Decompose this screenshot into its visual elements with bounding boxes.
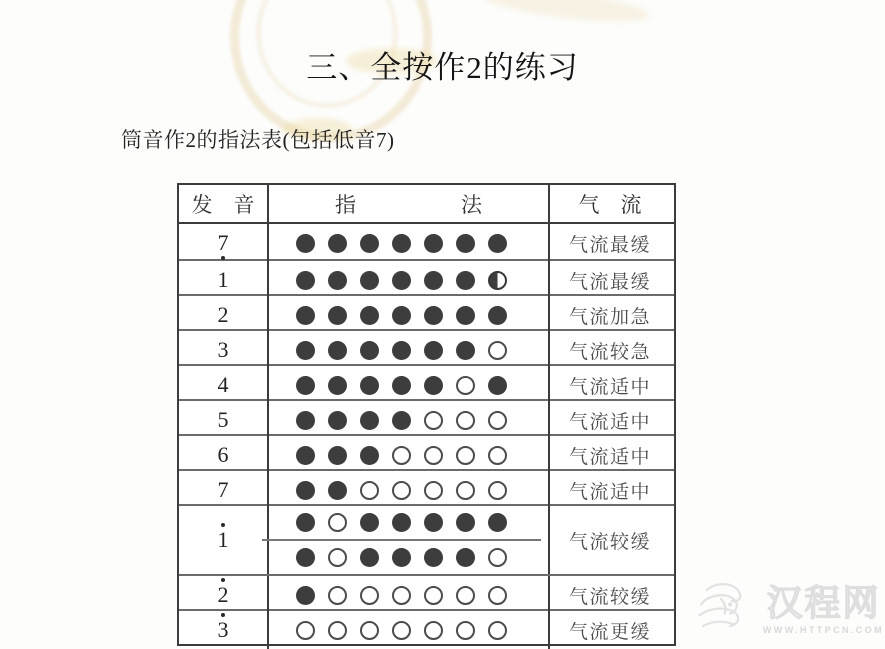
note-number: 1 bbox=[217, 267, 229, 292]
hole-open-icon bbox=[456, 446, 475, 465]
table-row bbox=[179, 364, 674, 399]
fingering-cell bbox=[269, 576, 550, 614]
hole-closed-icon bbox=[296, 411, 315, 430]
hole-closed-icon bbox=[424, 271, 443, 290]
table-row bbox=[179, 574, 674, 609]
airflow-cell: 气流更缓 bbox=[568, 621, 651, 643]
hole-closed-icon bbox=[488, 513, 507, 532]
stain-streak bbox=[479, 0, 651, 28]
watermark-text bbox=[763, 583, 884, 636]
hole-open-icon bbox=[488, 341, 507, 360]
table-row bbox=[179, 259, 674, 294]
note-cell bbox=[179, 261, 269, 299]
hole-closed-icon bbox=[424, 341, 443, 360]
hole-closed-icon bbox=[392, 271, 411, 290]
note-number: 3 bbox=[217, 617, 229, 642]
hole-closed-icon bbox=[360, 513, 379, 532]
hole-open-icon bbox=[456, 481, 475, 500]
airflow-cell: 气流加急 bbox=[568, 306, 651, 328]
hole-open-icon bbox=[488, 586, 507, 605]
note-cell bbox=[179, 224, 269, 262]
table-row bbox=[179, 469, 674, 504]
fingering-cell bbox=[269, 471, 550, 509]
airflow-cell: 气流较缓 bbox=[568, 531, 651, 553]
col-header-fingering: 指 法 bbox=[269, 185, 550, 222]
table-row bbox=[179, 294, 674, 329]
hole-closed-icon bbox=[456, 548, 475, 567]
hole-closed-icon bbox=[360, 341, 379, 360]
hole-open-icon bbox=[392, 621, 411, 640]
hole-open-icon bbox=[392, 586, 411, 605]
hole-closed-icon bbox=[392, 341, 411, 360]
fingering-dot-line bbox=[262, 331, 541, 369]
hole-closed-icon bbox=[456, 513, 475, 532]
hole-open-icon bbox=[456, 586, 475, 605]
note-number: 1 bbox=[217, 527, 229, 552]
note-cell bbox=[179, 611, 269, 649]
note-number: 2 bbox=[217, 302, 229, 327]
fingering-dot-line bbox=[262, 224, 541, 262]
hole-closed-icon bbox=[424, 548, 443, 567]
fingering-cell bbox=[269, 611, 550, 649]
note-number: 6 bbox=[217, 442, 229, 467]
hole-closed-icon bbox=[456, 341, 475, 360]
hole-closed-icon bbox=[296, 271, 315, 290]
fingering-dot-line bbox=[262, 471, 541, 509]
page-title: 三、全按作2的练习 bbox=[306, 50, 579, 85]
fingering-dot-line bbox=[262, 261, 541, 299]
fingering-table bbox=[177, 183, 676, 646]
fingering-dot-line bbox=[262, 506, 541, 539]
note-cell bbox=[179, 506, 269, 574]
hole-closed-icon bbox=[296, 548, 315, 567]
note-cell bbox=[179, 331, 269, 369]
fingering-dot-line bbox=[262, 611, 541, 649]
airflow-cell: 气流最缓 bbox=[568, 234, 651, 256]
hole-open-icon bbox=[360, 586, 379, 605]
page-subtitle: 筒音作2的指法表(包括低音7) bbox=[121, 128, 395, 152]
hole-open-icon bbox=[456, 411, 475, 430]
airflow-cell: 气流适中 bbox=[568, 481, 651, 503]
hole-closed-icon bbox=[424, 513, 443, 532]
hole-closed-icon bbox=[456, 306, 475, 325]
note-cell bbox=[179, 366, 269, 404]
watermark-site-url: WWW.HTTPCN.COM bbox=[762, 625, 884, 636]
watermark bbox=[694, 570, 884, 648]
hole-closed-icon bbox=[360, 446, 379, 465]
hole-closed-icon bbox=[328, 234, 347, 253]
fingering-dot-line bbox=[262, 539, 541, 574]
hole-closed-icon bbox=[488, 234, 507, 253]
hole-open-icon bbox=[424, 481, 443, 500]
fingering-cell bbox=[269, 296, 550, 334]
hole-closed-icon bbox=[360, 548, 379, 567]
hole-open-icon bbox=[392, 446, 411, 465]
hole-closed-icon bbox=[456, 271, 475, 290]
hole-open-icon bbox=[456, 621, 475, 640]
hole-closed-icon bbox=[328, 446, 347, 465]
hanchengwang-dragon-logo-icon bbox=[694, 574, 759, 644]
fingering-dot-line bbox=[262, 366, 541, 404]
airflow-cell: 气流适中 bbox=[568, 446, 651, 468]
table-row bbox=[179, 329, 674, 364]
hole-closed-icon bbox=[424, 234, 443, 253]
note-cell bbox=[179, 576, 269, 614]
hole-open-icon bbox=[488, 411, 507, 430]
fingering-dot-line bbox=[262, 296, 541, 334]
octave-dot-below bbox=[221, 256, 225, 260]
hole-half-icon bbox=[488, 271, 507, 290]
note-cell bbox=[179, 401, 269, 439]
airflow-cell: 气流适中 bbox=[568, 376, 651, 398]
table-row bbox=[179, 399, 674, 434]
note-cell bbox=[179, 471, 269, 509]
fingering-cell bbox=[269, 506, 550, 574]
hole-closed-icon bbox=[296, 341, 315, 360]
note-number: 5 bbox=[217, 407, 229, 432]
hole-closed-icon bbox=[296, 586, 315, 605]
airflow-cell: 气流较缓 bbox=[568, 586, 651, 608]
note-number: 7 bbox=[217, 477, 229, 502]
hole-closed-icon bbox=[456, 234, 475, 253]
hole-open-icon bbox=[488, 548, 507, 567]
fingering-cell bbox=[269, 224, 550, 262]
hole-closed-icon bbox=[360, 376, 379, 395]
hole-closed-icon bbox=[488, 306, 507, 325]
hole-open-icon bbox=[328, 586, 347, 605]
hole-closed-icon bbox=[296, 446, 315, 465]
hole-closed-icon bbox=[392, 306, 411, 325]
table-header-row bbox=[179, 185, 674, 224]
hole-closed-icon bbox=[328, 306, 347, 325]
hole-open-icon bbox=[360, 621, 379, 640]
hole-open-icon bbox=[488, 621, 507, 640]
hole-closed-icon bbox=[488, 376, 507, 395]
note-number: 2 bbox=[217, 582, 229, 607]
hole-open-icon bbox=[328, 621, 347, 640]
col-header-note: 发 音 bbox=[179, 185, 269, 222]
hole-closed-icon bbox=[360, 234, 379, 253]
fingering-cell bbox=[269, 261, 550, 299]
hole-open-icon bbox=[296, 621, 315, 640]
fingering-cell bbox=[269, 331, 550, 369]
fingering-dot-line bbox=[262, 436, 541, 474]
table-row bbox=[179, 224, 674, 259]
hole-closed-icon bbox=[392, 376, 411, 395]
airflow-cell: 气流较急 bbox=[568, 341, 651, 363]
note-cell bbox=[179, 436, 269, 474]
note-cell bbox=[179, 296, 269, 334]
hole-closed-icon bbox=[392, 411, 411, 430]
hole-closed-icon bbox=[328, 341, 347, 360]
hole-closed-icon bbox=[328, 481, 347, 500]
col-header-airflow: 气 流 bbox=[578, 192, 642, 217]
hole-open-icon bbox=[424, 446, 443, 465]
hole-closed-icon bbox=[360, 271, 379, 290]
hole-open-icon bbox=[488, 446, 507, 465]
hole-open-icon bbox=[392, 481, 411, 500]
note-number: 3 bbox=[217, 337, 229, 362]
airflow-cell: 气流适中 bbox=[568, 411, 651, 433]
hole-closed-icon bbox=[392, 513, 411, 532]
hole-open-icon bbox=[424, 621, 443, 640]
hole-closed-icon bbox=[328, 376, 347, 395]
hole-closed-icon bbox=[392, 548, 411, 567]
fingering-cell bbox=[269, 401, 550, 439]
airflow-cell: 气流最缓 bbox=[568, 271, 651, 293]
table-row bbox=[179, 434, 674, 469]
hole-closed-icon bbox=[328, 411, 347, 430]
hole-open-icon bbox=[328, 548, 347, 567]
hole-open-icon bbox=[424, 586, 443, 605]
hole-closed-icon bbox=[392, 234, 411, 253]
hole-closed-icon bbox=[424, 376, 443, 395]
hole-closed-icon bbox=[296, 513, 315, 532]
note-number: 7 bbox=[217, 230, 229, 255]
fingering-cell bbox=[269, 436, 550, 474]
note-number: 4 bbox=[217, 372, 229, 397]
hole-open-icon bbox=[456, 376, 475, 395]
fingering-cell bbox=[269, 366, 550, 404]
hole-open-icon bbox=[360, 481, 379, 500]
hole-closed-icon bbox=[360, 306, 379, 325]
fingering-dot-line bbox=[262, 576, 541, 614]
table-row bbox=[179, 504, 674, 574]
hole-closed-icon bbox=[296, 306, 315, 325]
hole-open-icon bbox=[424, 411, 443, 430]
table-row bbox=[179, 609, 674, 644]
hole-open-icon bbox=[488, 481, 507, 500]
hole-open-icon bbox=[328, 513, 347, 532]
table-body bbox=[179, 224, 674, 644]
hole-closed-icon bbox=[424, 306, 443, 325]
hole-closed-icon bbox=[296, 234, 315, 253]
hole-closed-icon bbox=[296, 376, 315, 395]
watermark-site-name: 汉程网 bbox=[766, 581, 881, 623]
fingering-dot-line bbox=[262, 401, 541, 439]
hole-closed-icon bbox=[296, 481, 315, 500]
hole-closed-icon bbox=[328, 271, 347, 290]
hole-closed-icon bbox=[360, 411, 379, 430]
